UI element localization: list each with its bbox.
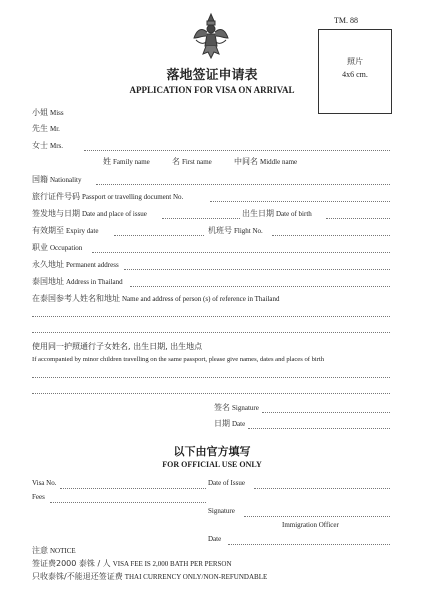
- notice-line-2: 只收泰铢/不能退还签证费 THAI CURRENCY ONLY/NON-REFUNDABLE: [32, 572, 268, 581]
- header-first-name: 名 First name: [172, 157, 212, 166]
- label-date-issue: Date of Issue: [208, 479, 245, 487]
- reference-line-1[interactable]: [32, 316, 390, 317]
- label-date: 日期 Date: [214, 419, 246, 428]
- title-cn: 落地签证申请表: [166, 68, 258, 83]
- official-title-cn: 以下由官方填写: [173, 445, 251, 458]
- expiry-field[interactable]: [114, 235, 204, 236]
- issue-field[interactable]: [162, 218, 240, 219]
- flight-field[interactable]: [272, 235, 390, 236]
- label-flight: 机班号 Flight No.: [208, 226, 263, 235]
- birth-field[interactable]: [326, 218, 390, 219]
- passport-field[interactable]: [210, 201, 390, 202]
- label-thailand: 泰国地址 Address in Thailand: [32, 277, 123, 286]
- title-miss: 小姐 Miss: [32, 108, 64, 117]
- title-mr: 先生 Mr.: [32, 124, 60, 133]
- signature-field[interactable]: [262, 412, 390, 413]
- visa-no-field[interactable]: [60, 488, 206, 489]
- label-visa-no: Visa No.: [32, 479, 57, 487]
- label-issue: 签发地与日期 Date and place of issue: [32, 209, 147, 218]
- occupation-field[interactable]: [92, 252, 390, 253]
- thailand-field[interactable]: [130, 286, 390, 287]
- notice-head: 注意 NOTICE: [32, 546, 76, 555]
- official-title-en: FOR OFFICIAL USE ONLY: [162, 460, 262, 469]
- label-passport: 旅行证件号码 Passport or travelling document No.: [32, 192, 184, 201]
- label-immigration-officer: Immigration Officer: [282, 521, 339, 529]
- nationality-field[interactable]: [96, 184, 390, 185]
- label-reference: 在泰国参考人姓名和地址 Name and address of person (s) of reference in Thailand: [32, 294, 280, 303]
- title-mrs: 女士 Mrs.: [32, 141, 64, 150]
- date-issue-field[interactable]: [254, 488, 390, 489]
- official-signature-field[interactable]: [244, 516, 390, 517]
- header-middle-name: 中间名 Middle name: [234, 157, 298, 166]
- garuda-emblem-icon: [192, 12, 230, 62]
- label-fees: Fees: [32, 493, 45, 501]
- permanent-field[interactable]: [124, 269, 390, 270]
- children-cn: 使用同一护照通行子女姓名, 出生日期, 出生地点: [32, 342, 203, 351]
- children-line-1[interactable]: [32, 377, 390, 378]
- label-signature: 签名 Signature: [214, 403, 259, 412]
- name-line[interactable]: [84, 150, 390, 151]
- notice-line-1: 签证费2000 泰铢 / 人 VISA FEE IS 2,000 BATH PER PERSON: [32, 559, 232, 568]
- label-expiry: 有效期至 Expiry date: [32, 226, 99, 235]
- form-code: TM. 88: [334, 16, 358, 25]
- children-line-2[interactable]: [32, 393, 390, 394]
- date-field[interactable]: [248, 428, 390, 429]
- header-family-name: 姓 Family name: [103, 157, 150, 166]
- label-permanent: 永久地址 Permanent address: [32, 260, 119, 269]
- label-birth: 出生日期 Date of birth: [242, 209, 312, 218]
- photo-label: 照片: [347, 57, 363, 66]
- label-official-date: Date: [208, 535, 222, 543]
- label-official-signature: Signature: [208, 507, 235, 515]
- label-nationality: 国籍 Nationality: [32, 175, 82, 184]
- children-en: If accompanied by minor children travelling on the same passport, please give names, dates and places of birth: [32, 356, 325, 363]
- fees-field[interactable]: [50, 502, 206, 503]
- reference-line-2[interactable]: [32, 332, 390, 333]
- label-occupation: 职业 Occupation: [32, 243, 83, 252]
- photo-size: 4x6 cm.: [342, 70, 368, 79]
- title-en: APPLICATION FOR VISA ON ARRIVAL: [129, 85, 295, 95]
- official-date-field[interactable]: [228, 544, 390, 545]
